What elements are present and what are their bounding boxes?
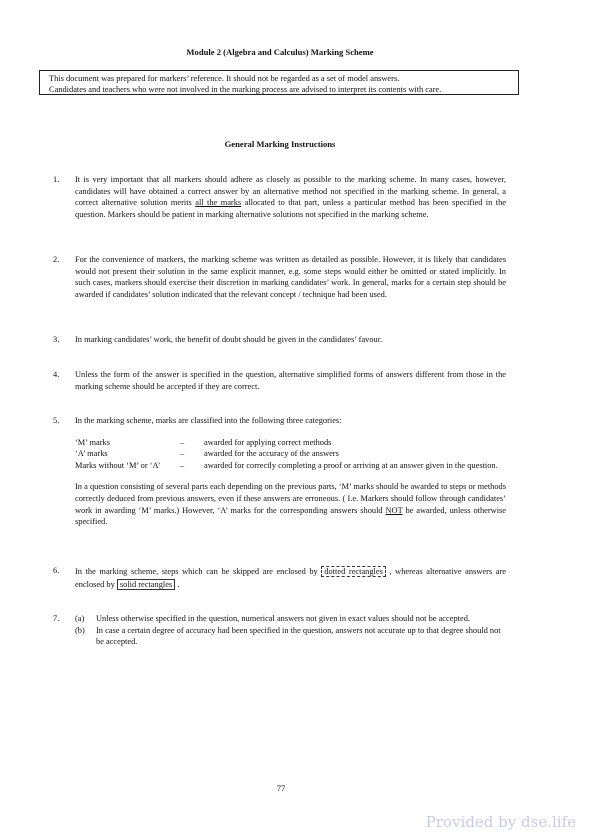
item-text-part: .: [175, 580, 180, 589]
category-dash: –: [180, 460, 185, 470]
sub-item-text: In case a certain degree of accuracy had been specified in the question, answers not accurate up to that degree should not be accepted.: [96, 625, 501, 647]
instruction-item-6: [53, 565, 506, 591]
watermark-link[interactable]: Provided by dse.life: [425, 813, 576, 831]
item-text-part: In the marking scheme, steps which can be skipped are enclosed by: [75, 567, 322, 576]
item-text-part: , whereas alternative answers are enclosed by: [75, 567, 506, 589]
mark-category-row: [75, 460, 506, 472]
mark-category-row: [75, 448, 506, 460]
category-description: awarded for the accuracy of the answers: [204, 449, 339, 459]
category-name: ‘M’ marks: [75, 437, 110, 447]
item-number: 5.: [53, 416, 60, 425]
category-description: awarded for applying correct methods: [204, 437, 332, 447]
item-text: [75, 174, 506, 220]
disclaimer-line-2: Candidates and teachers who were not involved in the marking process are advised to interpret its contents with care.: [49, 85, 442, 94]
page-number: 77: [276, 783, 286, 793]
item-number: 4.: [53, 370, 60, 379]
sub-item-label: (b): [75, 625, 85, 635]
solid-rectangle-example: solid rectangles: [117, 579, 175, 590]
instruction-item-7: [53, 613, 506, 648]
document-title: Module 2 (Algebra and Calculus) Marking Scheme: [186, 47, 374, 57]
sub-item-text: Unless otherwise specified in the question, numerical answers not given in exact values should not be accepted.: [96, 614, 470, 623]
instruction-item-4: [53, 369, 506, 392]
item-text-part: It is very important that all markers should adhere as closely as possible to the marking scheme. In many cases, however, candidates will have obtained a correct answer by an alternative method not specified in the marking scheme. In general, a correct alternative solution merits: [75, 175, 506, 208]
item-number: 1.: [53, 175, 60, 184]
item-intro: In the marking scheme, marks are classified into the following three categories:: [75, 416, 342, 425]
category-dash: –: [180, 437, 185, 447]
item-text: For the convenience of markers, the marking scheme was written as detailed as possible. However, it is likely that candidates would not present their solution in the same explicit manner, e.g. some steps would either be omitted or stated implicitly. In such cases, markers should exercise their discretion in marking candidates’ work. In general, marks for a certain step should be awarded if candidates’ solution indicated that the relevant concept / technique had been used.: [75, 255, 506, 299]
underlined-phrase: all the marks: [195, 198, 242, 208]
sub-item-b: [75, 625, 506, 648]
item-text-part: In a question consisting of several parts each depending on the previous parts, ‘M’ marks should be awarded to steps or methods correctly deduced from previous answers, even if these answers are erroneous. ( I.e. Markers should follow through candidates’ work in awarding ‘M’ marks.) However, ‘A’ marks for the corresponding answers should: [75, 482, 506, 515]
disclaimer-line-1: This document was prepared for markers’ reference. It should not be regarded as a set of model answers.: [49, 74, 400, 83]
item-number: 2.: [53, 255, 60, 264]
sub-item-a: [75, 613, 506, 625]
underlined-not: NOT: [385, 505, 403, 515]
dotted-rectangle-example: dotted rectangles: [321, 566, 386, 577]
item-number: 7.: [53, 614, 60, 623]
item-number: 3.: [53, 335, 60, 344]
section-title: General Marking Instructions: [224, 139, 336, 149]
item-text-part: be awarded, unless otherwise specified.: [75, 505, 507, 527]
disclaimer-box: [39, 70, 519, 95]
item-text: [75, 565, 506, 591]
category-dash: –: [180, 449, 185, 459]
category-name: Marks without ‘M’ or ‘A’: [75, 460, 161, 470]
item-text: In marking candidates’ work, the benefit of doubt should be given in the candidates’ favour.: [75, 335, 383, 344]
instruction-item-3: [53, 334, 506, 346]
item-text-part: allocated to that part, unless a particular method has been specified in the question. Markers should be patient in marking alternative solutions not specified in the marking scheme.: [75, 198, 506, 219]
item-number: 6.: [53, 566, 60, 575]
mark-category-row: [75, 437, 506, 449]
sub-item-label: (a): [75, 614, 85, 623]
instruction-item-1: [53, 174, 506, 220]
item-text: Unless the form of the answer is specified in the question, alternative simplified forms of answers different from those in the marking scheme should be accepted if they are correct.: [75, 370, 506, 391]
category-description: awarded for correctly completing a proof or arriving at an answer given in the question.: [204, 460, 498, 470]
instruction-item-5: [53, 415, 506, 528]
category-name: ‘A’ marks: [75, 449, 108, 459]
item-paragraph: [75, 481, 506, 527]
instruction-item-2: [53, 254, 506, 300]
